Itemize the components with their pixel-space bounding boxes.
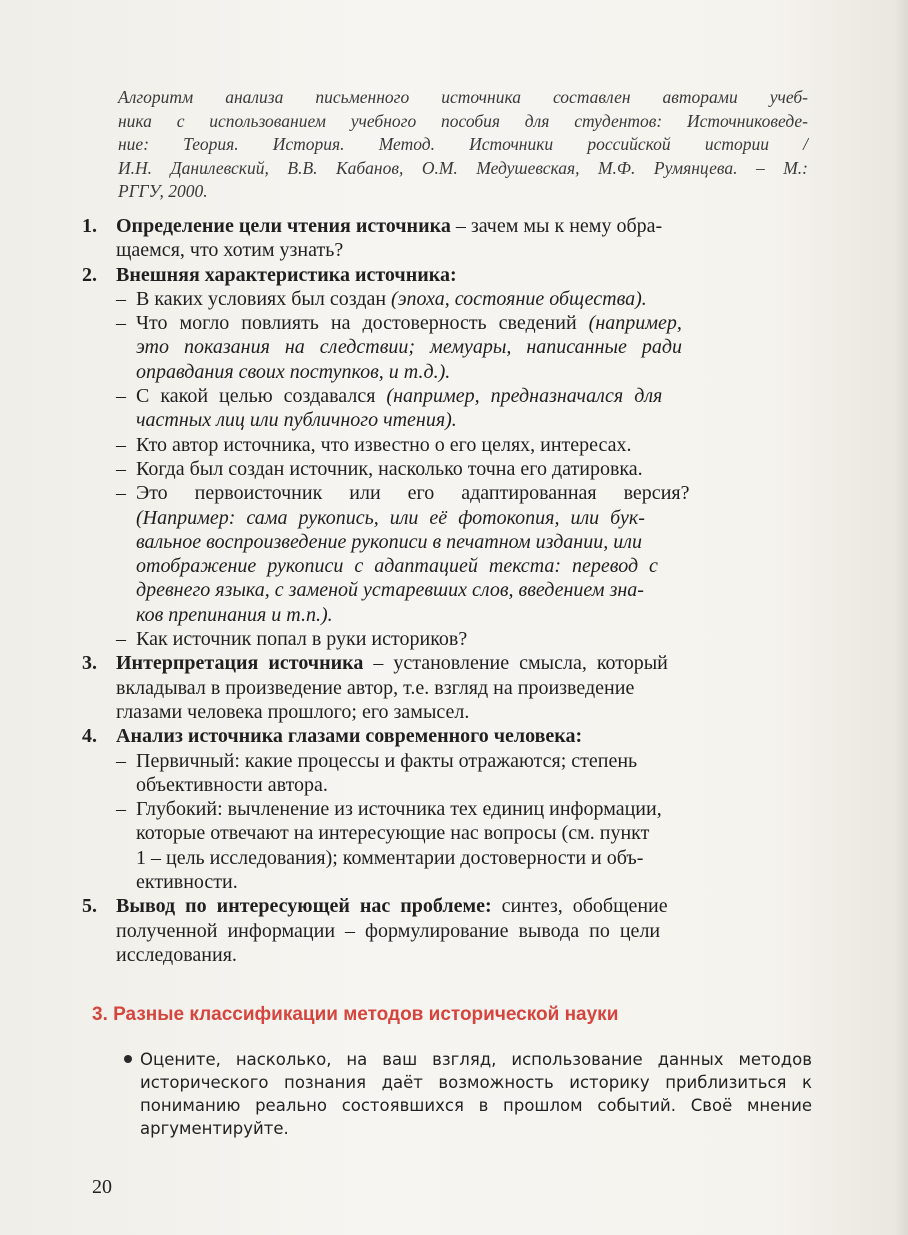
item-text: С какой целью создавался bbox=[136, 385, 387, 408]
step-number: 4. bbox=[82, 725, 97, 748]
dash-marker: – bbox=[116, 628, 126, 651]
list-item bbox=[82, 433, 808, 457]
step-text: исследования. bbox=[116, 943, 237, 966]
item-text: которые отвечают на интересующие нас вопросы (см. пункт bbox=[136, 822, 650, 845]
page-edge-shadow bbox=[894, 0, 908, 1235]
list-item bbox=[82, 457, 808, 481]
dash-marker: – bbox=[116, 457, 126, 480]
item-text: Когда был создан источник, насколько точна его датировка. bbox=[136, 457, 643, 480]
source-note bbox=[118, 86, 808, 204]
step-number: 2. bbox=[82, 263, 97, 286]
task-line: исторического познания даёт возможность историку приблизиться к bbox=[140, 1073, 812, 1092]
step-number: 3. bbox=[82, 652, 97, 675]
list-item bbox=[82, 311, 808, 335]
step-heading: Внешняя характеристика источника: bbox=[116, 263, 457, 286]
item-text: Кто автор источника, что известно о его целях, интересах. bbox=[136, 433, 632, 456]
step-text: вкладывал в произведение автор, т.е. взгляд на произведение bbox=[116, 676, 635, 699]
step-text: полученной информации – формулирование вывода по цели bbox=[116, 919, 661, 942]
step-heading: Интерпретация источника bbox=[116, 652, 364, 675]
dash-marker: – bbox=[116, 798, 126, 821]
item-note: (Например: сама рукопись, или её фотокопия, или бук- bbox=[136, 506, 645, 529]
source-note-line: ника с использованием учебного пособия для студентов: Источниковеде- bbox=[118, 110, 808, 131]
list-item bbox=[82, 797, 808, 821]
task-block bbox=[140, 1048, 812, 1140]
step-number: 5. bbox=[82, 895, 97, 918]
source-note-line: Алгоритм анализа письменного источника составлен авторами учеб- bbox=[118, 87, 808, 107]
item-note: ков препинания и т.п.). bbox=[136, 603, 333, 626]
item-text: 1 – цель исследования); комментарии достоверности и объ- bbox=[136, 846, 644, 869]
page-number: 20 bbox=[92, 1176, 112, 1198]
analysis-algorithm bbox=[82, 214, 808, 967]
source-note-line: РГГУ, 2000. bbox=[118, 181, 208, 201]
item-note: (эпоха, состояние общества). bbox=[391, 287, 647, 310]
dash-marker: – bbox=[116, 385, 126, 408]
step-text: синтез, обобщение bbox=[491, 895, 668, 918]
item-note: оправдания своих поступков, и т.д.). bbox=[136, 360, 451, 383]
dash-marker: – bbox=[116, 433, 126, 456]
item-text: Как источник попал в руки историков? bbox=[136, 628, 468, 651]
item-note: это показания на следствии; мемуары, написанные ради bbox=[136, 336, 683, 359]
step-text: глазами человека прошлого; его замысел. bbox=[116, 700, 470, 723]
list-item bbox=[82, 287, 808, 311]
dash-marker: – bbox=[116, 749, 126, 772]
item-text: Первичный: какие процессы и факты отражаются; степень bbox=[136, 749, 638, 772]
list-item bbox=[82, 481, 808, 505]
step-4 bbox=[82, 724, 808, 748]
step-1 bbox=[82, 214, 808, 238]
step-5 bbox=[82, 894, 808, 918]
item-note: вальное воспроизведение рукописи в печатном издании, или bbox=[136, 530, 642, 553]
dash-marker: – bbox=[116, 482, 126, 505]
item-note: (например, предназначался для bbox=[386, 385, 663, 408]
item-note: отображение рукописи с адаптацией текста: перевод с bbox=[136, 555, 658, 578]
item-text: ективности. bbox=[136, 871, 238, 894]
step-text: – установление смысла, который bbox=[363, 652, 668, 675]
step-text: щаемся, что хотим узнать? bbox=[116, 239, 344, 262]
source-note-line: ние: Теория. История. Метод. Источники российской истории / bbox=[118, 134, 808, 154]
task-line: пониманию реально состоявшихся в прошлом событий. Своё мнение bbox=[140, 1096, 812, 1115]
bullet-icon bbox=[124, 1055, 132, 1063]
item-text: В каких условиях был создан bbox=[136, 287, 392, 310]
item-text: Что могло повлиять на достоверность сведений bbox=[136, 312, 589, 335]
list-item bbox=[82, 749, 808, 773]
item-text: Это первоисточник или его адаптированная версия? bbox=[136, 482, 690, 505]
dash-marker: – bbox=[116, 287, 126, 310]
item-text: объективности автора. bbox=[136, 773, 328, 796]
task-line: Оцените, насколько, на ваш взгляд, использование данных методов bbox=[140, 1050, 812, 1069]
step-heading: Анализ источника глазами современного человека: bbox=[116, 725, 583, 748]
step-2 bbox=[82, 263, 808, 287]
step-number: 1. bbox=[82, 215, 97, 237]
list-item bbox=[82, 384, 808, 408]
step-text: – зачем мы к нему обра- bbox=[450, 215, 663, 237]
list-item bbox=[82, 627, 808, 651]
step-heading: Определение цели чтения источника bbox=[116, 215, 451, 237]
item-note: древнего языка, с заменой устаревших слов, введением зна- bbox=[136, 579, 644, 602]
dash-marker: – bbox=[116, 312, 126, 335]
section-heading: 3. Разные классификации методов исторической науки bbox=[92, 1004, 619, 1025]
step-3 bbox=[82, 651, 808, 675]
step-heading: Вывод по интересующей нас проблеме: bbox=[116, 895, 492, 918]
item-text: Глубокий: вычленение из источника тех единиц информации, bbox=[136, 798, 662, 821]
item-note: (например, bbox=[588, 312, 682, 335]
task-line: аргументируйте. bbox=[140, 1119, 289, 1138]
source-note-line: И.Н. Данилевский, В.В. Кабанов, О.М. Медушевская, М.Ф. Румянцева. – М.: bbox=[118, 157, 808, 178]
item-note: частных лиц или публичного чтения). bbox=[136, 409, 457, 432]
